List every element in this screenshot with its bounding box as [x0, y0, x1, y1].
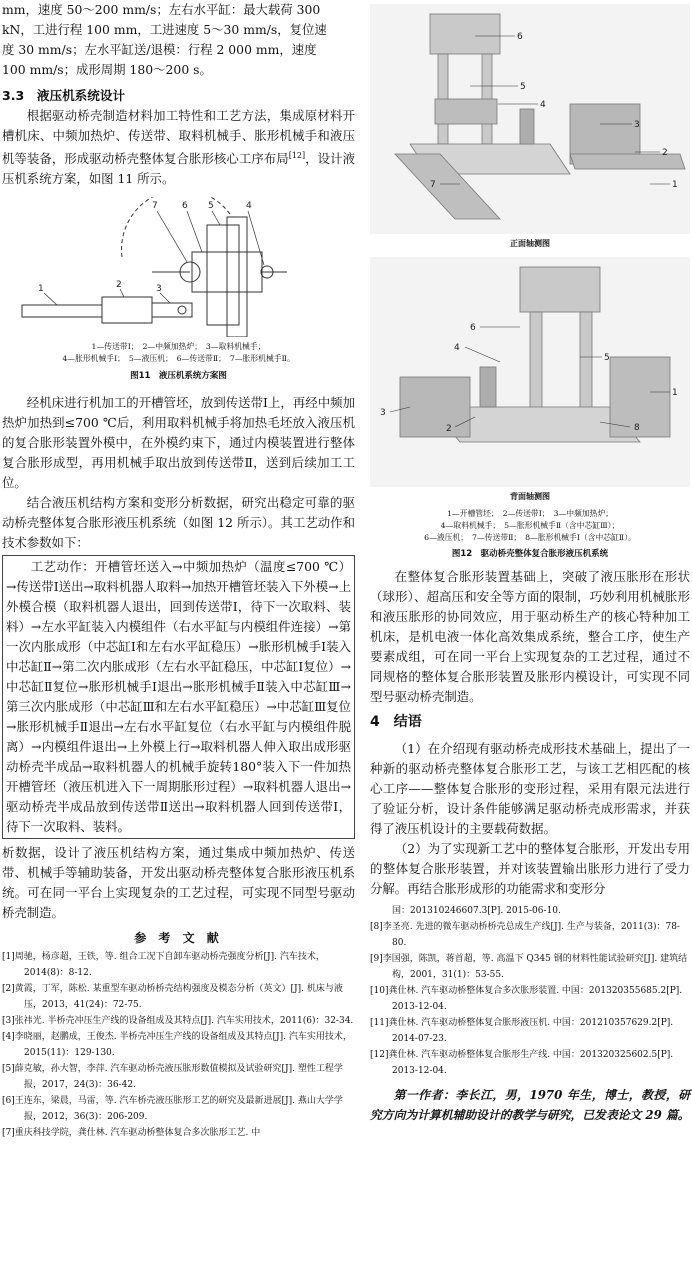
fig11-label-6: 6 [182, 201, 188, 212]
paragraph-system-result: 结合液压机结构方案和变形分析数据，研究出稳定可靠的驱动桥壳整体复合胀形液压机系统（如图 12 所示）。其工艺动作和技术参数如下： [2, 495, 355, 551]
reference-4: [4]李晓丽，赵鹏成，王俊杰. 半桥壳冲压生产线的设备组成及其特点[J]. 汽车实用技术，2015(11)：129-130. [2, 1032, 352, 1059]
process-box [2, 555, 355, 839]
figure-12-caption: 图12 驱动桥壳整体复合胀形液压机系统 [451, 549, 609, 559]
figure-12-front-caption: 正面轴测图 [510, 239, 550, 248]
fig12b-label-8: 8 [634, 423, 640, 433]
top-line-1: mm，速度 50～200 mm/s；左右水平缸：最大载荷 300 [2, 2, 321, 17]
figure-12-front-view [370, 4, 690, 234]
figure-12-back-caption: 背面轴测图 [510, 492, 550, 501]
figure-12-back-view [370, 257, 690, 487]
figure-11-legend-1: 1—传送带Ⅰ； 2—中频加热炉； 3—取料机械手； [91, 342, 266, 352]
paragraph-conclusion-2: （2）为了实现新工艺中的整体复合胀形，开发出专用的整体复合胀形装置，并对该装置输出胀形力进行了受力分解。再结合胀形成形的功能需求和变形分 [370, 841, 690, 896]
paragraph-process-actions: 工艺动作：开槽管坯送入→中频加热炉（温度≤700 ℃）→传送带Ⅰ送出→取料机器人取料→加热开槽管坯装入下外模→上外模合模（取料机器人退出，回到传送带Ⅰ，待下一次取料、装料）→左水平缸装入内模组件（右水平缸与内模组件连接）→第一次内胀成形（中芯缸Ⅰ和左右水平缸稳压）→胀形机械手Ⅰ装入中芯缸Ⅱ→第二次内胀成形（左右水平缸稳压，中芯缸Ⅰ复位）→中芯缸Ⅱ复位→胀形机械手Ⅰ退出→胀形机械手Ⅱ装入中芯缸Ⅲ→第三次内胀成形（中芯缸Ⅲ和左右水平缸稳压）→中芯缸Ⅲ复位→胀形机械手Ⅱ退出→左右水平缸复位（右水平缸与内模组件脱离）→内模组件退出→上外模上行→取料机器人伸入取出成形驱动桥壳半成品→取料机器人的机械手旋转180°装入下一件加热开槽管坯（液压机进入下一周期胀形过程）→取料机器人退出→驱动桥壳半成品放到传送带Ⅱ送出→取料机器人回到传送带Ⅰ，待下一次取料、装料。 [6, 559, 351, 835]
fig12b-label-4: 4 [454, 343, 460, 353]
fig11-label-2: 2 [116, 280, 122, 291]
reference-1: [1]周驰，杨彦超，王铁，等. 组合工况下自卸车驱动桥壳强度分析[J]. 汽车技术，2014(8)：8-12. [2, 952, 325, 979]
section-3-3-heading: 3.3 液压机系统设计 [2, 88, 126, 103]
fig12a-label-7: 7 [430, 180, 436, 190]
figure-12-legend-1: 1—开槽管坯； 2—传送带Ⅰ； 3—中频加热炉； [446, 509, 614, 518]
figure-11-caption: 图11 液压机系统方案图 [130, 371, 227, 382]
figure-12-legend-3: 6—液压机； 7—传送带Ⅱ； 8—胀形机械手Ⅰ（含中芯缸Ⅱ）。 [424, 533, 636, 542]
citation-12: [12] [288, 151, 306, 160]
reference-8: [8]李圣亮. 先进的微车驱动桥桥壳总成生产线[J]. 生产与装备，2011(3)：78-80. [370, 922, 680, 948]
fig12b-label-5: 5 [604, 353, 610, 363]
author-bio: 第一作者：李长江，男，1970 年生，博士，教授，研究方向为计算机辅助设计的教学与研究，已发表论文 29 篇。 [370, 1088, 690, 1122]
fig12a-label-1: 1 [672, 180, 678, 190]
paragraph-integration: 在整体复合胀形装置基础上，突破了液压胀形在形状（球形）、超高压和安全等方面的限制，巧妙利用机械胀形和液压胀形的协同效应，用于驱动桥生产的核心特种加工机床，是机电液一体化高效集成系统，整合工序，使生产要素成组，可在同一平台上实现复杂的工艺过程，通过不同规格的整体复合胀形装置及胀形内模设计，可实现不同型号驱动桥壳制造。 [370, 569, 690, 704]
fig12b-label-6: 6 [470, 323, 476, 333]
section-4-heading: 4 结语 [370, 714, 422, 730]
paragraph-conclusion-cont: 析数据，设计了液压机结构方案，通过集成中频加热炉、传送带、机械手等辅助装备，开发出驱动桥壳整体复合胀形液压机系统。可在同一平台上实现复杂的工艺过程，可实现不同型号驱动桥壳制造。 [2, 845, 355, 921]
references-heading: 参 考 文 献 [134, 931, 223, 946]
fig12b-label-3: 3 [380, 408, 386, 418]
reference-2: [2]黄霞，丁军，陈松. 某重型车驱动桥桥壳结构强度及模态分析（英文）[J]. 机床与液压，2013，41(24)：72-75. [2, 984, 343, 1011]
paragraph-system-design: 根据驱动桥壳制造材料加工特性和工艺方法，集成原材料开槽机床、中频加热炉、传送带、取料机械手、胀形机械手和液压机等装备，形成驱动桥壳整体复合胀形核心工序布局[12]，设计液压机系统方案，如图 11 所示。 [2, 108, 356, 187]
figure-11 [2, 197, 355, 383]
paragraph-process-flow: 经机床进行机加工的开槽管坯，放到传送带Ⅰ上，再经中频加热炉加热到≤700 ℃后，利用取料机械手将加热毛坯放入液压机的复合胀形装置外模中，在外模约束下，通过内模装置进行整体复合胀形成型，再用机械手取出放到传送带Ⅱ，送到后续加工工位。 [2, 395, 355, 491]
reference-5: [5]薛克敏，孙大智，李萍. 汽车驱动桥壳液压胀形数值模拟及试验研究[J]. 塑性工程学报，2017，24(3)：36-42. [2, 1064, 343, 1091]
reference-6: [6]王连东，梁晨，马雷，等. 汽车桥壳液压胀形工艺的研究及最新进展[J]. 燕山大学学报，2012，36(3)：206-209. [2, 1096, 343, 1123]
fig11-label-4: 4 [246, 201, 252, 212]
fig11-label-1: 1 [38, 284, 44, 295]
fig12a-label-6: 6 [517, 32, 523, 42]
reference-7-continued: 国：201310246607.3[P]. 2015-06-10. [392, 906, 561, 916]
figure-11-schematic [2, 197, 355, 337]
reference-9: [9]李国强，陈凯，蒋首超，等. 高温下 Q345 钢的材料性能试验研究[J]. 建筑结构，2001，31(1)：53-55. [370, 954, 688, 980]
right-column [370, 0, 690, 1125]
paragraph-conclusion-1: （1）在介绍现有驱动桥壳成形技术基础上，提出了一种新的驱动桥壳整体复合胀形工艺，与该工艺相匹配的核心工序——整体复合胀形的变形过程，采用有限元法进行了验证分析，设计条件能够满足驱动桥壳成形需求，并获得了液压机设计的主要载荷数据。 [370, 741, 690, 836]
fig11-label-3: 3 [156, 284, 162, 295]
reference-10: [10]龚仕林. 汽车驱动桥整体复合多次胀形装置. 中国：201320355685.2[P]. 2013-12-04. [370, 986, 683, 1012]
fig11-label-5: 5 [208, 201, 214, 212]
reference-12: [12]龚仕林. 汽车驱动桥整体复合胀形生产线. 中国：201320325602.5[P]. 2013-12-04. [370, 1050, 674, 1076]
fig12b-label-2: 2 [446, 424, 452, 434]
fig12a-label-2: 2 [662, 148, 668, 158]
top-line-2: kN，工进行程 100 mm，工进速度 5～30 mm/s，复位速 [2, 22, 327, 37]
figure-11-legend-2: 4—胀形机械手Ⅰ； 5—液压机； 6—传送带Ⅱ； 7—胀形机械手Ⅱ。 [62, 354, 295, 364]
fig11-label-7: 7 [152, 201, 158, 212]
reference-3: [3]张祎光. 半桥壳冲压生产线的设备组成及其特点[J]. 汽车实用技术，2011(6)：32-34. [2, 1016, 354, 1027]
top-line-4: 100 mm/s；成形周期 180～200 s。 [2, 62, 212, 77]
fig12a-label-3: 3 [634, 120, 640, 130]
top-line-3: 度 30 mm/s；左水平缸送/退模：行程 2 000 mm，速度 [2, 42, 317, 57]
fig12b-label-1: 1 [672, 388, 678, 398]
reference-11: [11]龚仕林. 汽车驱动桥整体复合胀形液压机. 中国：201210357629.2[P]. 2014-07-23. [370, 1018, 674, 1044]
reference-7: [7]重庆科技学院，龚仕林. 汽车驱动桥整体复合多次胀形工艺. 中 [2, 1128, 261, 1139]
fig12a-label-5: 5 [520, 82, 526, 92]
fig12a-label-4: 4 [540, 100, 546, 110]
left-column [2, 0, 355, 1141]
figure-12-legend-2: 4—取料机械手； 5—胀形机械手Ⅱ（含中芯缸Ⅲ）； [440, 521, 620, 530]
